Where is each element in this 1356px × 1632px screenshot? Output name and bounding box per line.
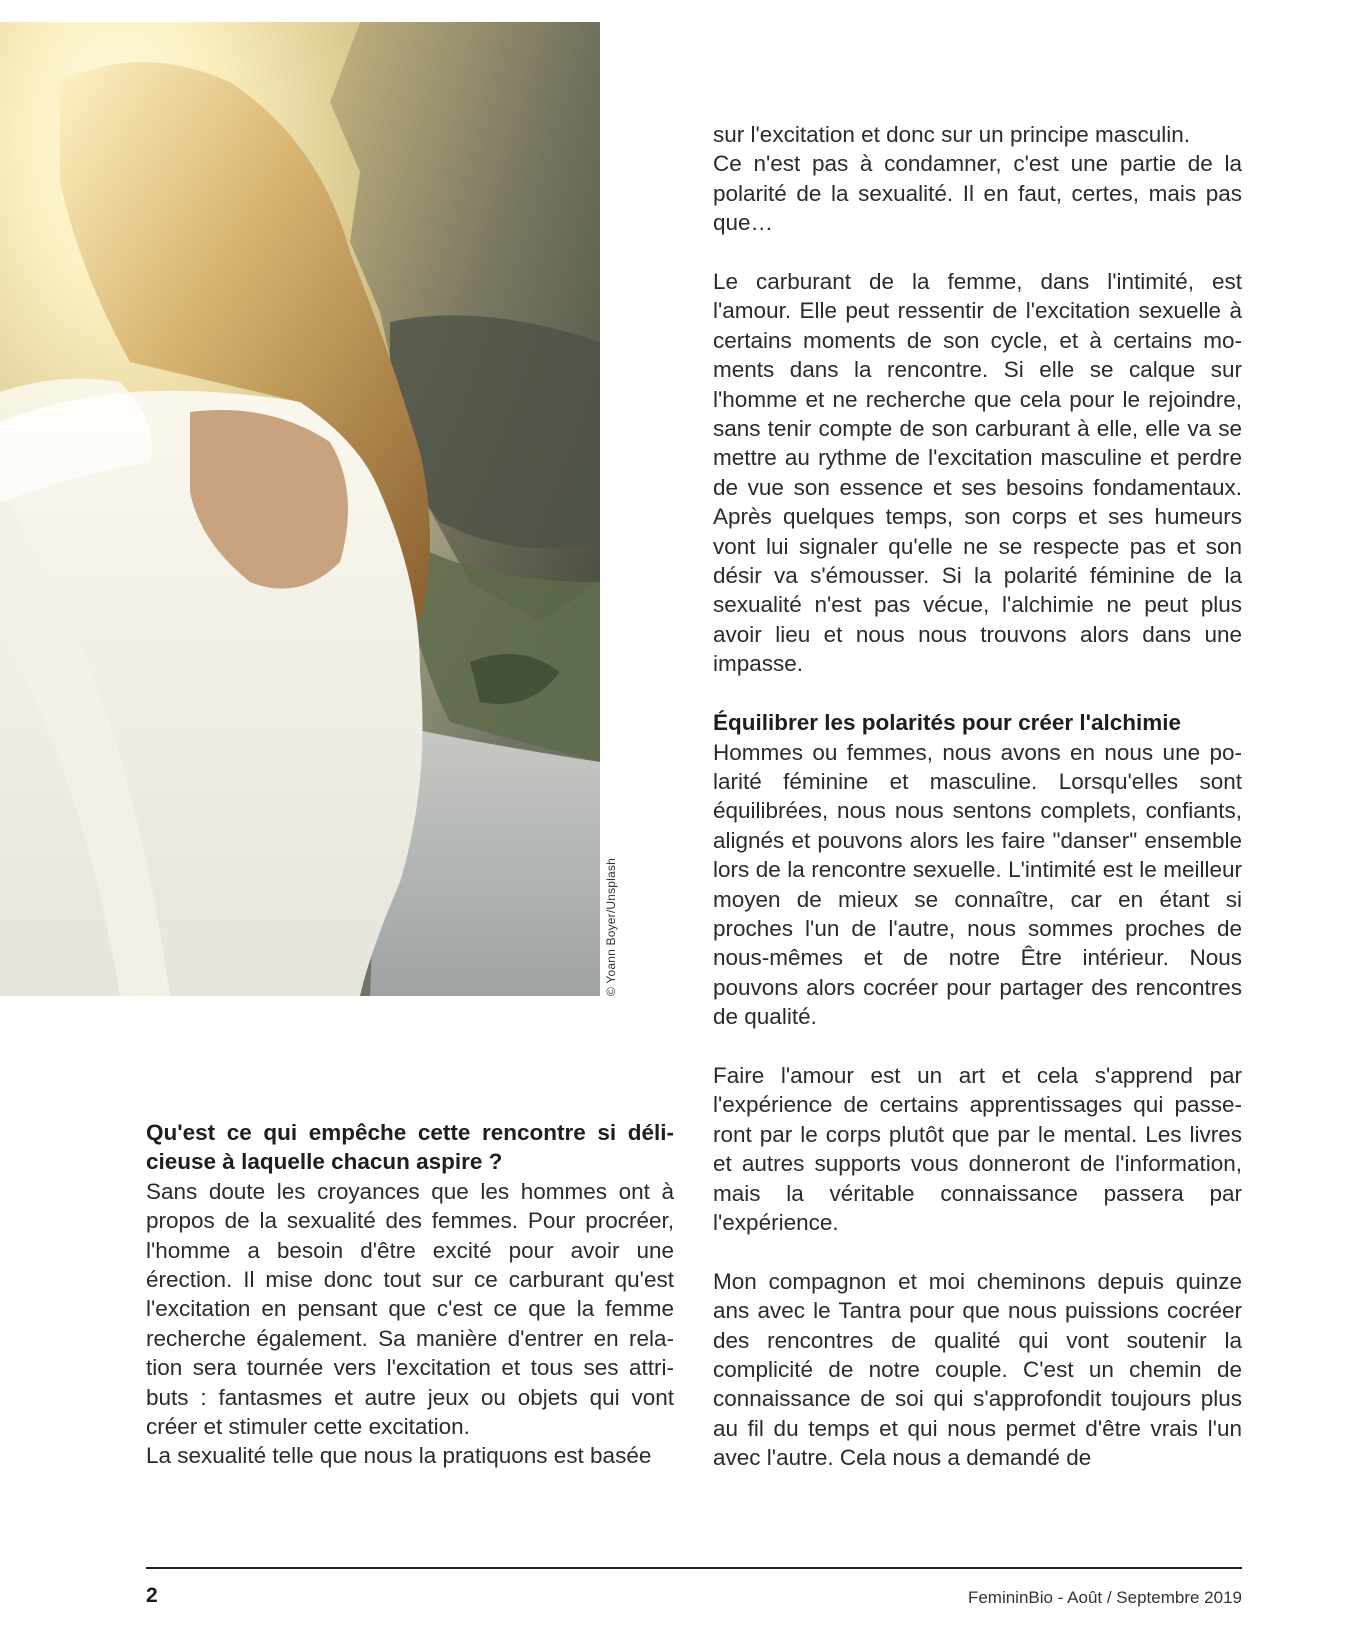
right-column bbox=[713, 120, 1242, 1473]
right-heading: Équilibrer les polarités pour créer l'alchimie bbox=[713, 710, 1182, 736]
right-paragraph-1b: Ce n'est pas à condamner, c'est une partie de la polarité de la sexualité. Il en faut, certes, mais pas que… bbox=[713, 151, 1242, 236]
left-paragraph-1: Sans doute les croyances que les hommes ont à propos de la sexualité des femmes. Pour procréer, l'homme a besoin d'être excité pour avoir une érection. Il mise donc tout sur ce carburant qu'est l'excitation en pensant que c'est ce que la femme recherche également. Sa manière d'entrer en relation sera tournée vers l'excitation et tous ses attributs : fantasmes et autre jeux ou objets qui vont créer et stimuler cette excitation. bbox=[146, 1178, 674, 1440]
issue-label: FemininBio - Août / Septembre 2019 bbox=[967, 1588, 1242, 1607]
right-paragraph-1a: sur l'excitation et donc sur un principe masculin. bbox=[713, 122, 1191, 147]
footer-rule bbox=[146, 1567, 1242, 1569]
right-paragraph-3: Hommes ou femmes, nous avons en nous une polarité féminine et masculine. Lorsqu'elles sont équilibrées, nous nous sentons complets, confiants, alignés et pouvons alors les faire "danser" ensemble lors de la rencontre sexuelle. L'intimité est le meilleur moyen de mieux se connaître, car en étant si proches l'un de l'autre, nous sommes proches de nous-mêmes et de notre Être intérieur. Nous pouvons alors cocréer pour partager des rencontres de qualité. bbox=[713, 739, 1242, 1030]
page-number: 2 bbox=[146, 1584, 158, 1607]
right-paragraph-4: Faire l'amour est un art et cela s'apprend par l'expérience de certains apprentissages qui passeront par le corps plutôt que par le mental. Les livres et autres supports vous donneront de l'information, mais la véritable connaissance passera par l'expérience. bbox=[713, 1062, 1242, 1235]
right-paragraph-5: Mon compagnon et moi cheminons depuis quinze ans avec le Tantra pour que nous puissions cocréer des rencontres de qualité qui vont soutenir la complicité de notre couple. C'est un chemin de connaissance de soi qui s'approfondit toujours plus au fil du temps et qui nous permet d'être vrais l'un avec l'autre. Cela nous a demandé de bbox=[713, 1268, 1242, 1471]
article-photo bbox=[0, 22, 600, 996]
left-heading: Qu'est ce qui empêche cette rencontre si délicieuse à laquelle chacun aspire ? bbox=[146, 1120, 674, 1175]
paragraph-spacer bbox=[713, 1237, 1242, 1266]
photo-woman-back-sunlight-icon bbox=[0, 22, 600, 996]
left-column bbox=[146, 1118, 674, 1471]
photo-credit: © Yoann Boyer/Unsplash bbox=[604, 858, 618, 996]
right-paragraph-2: Le carburant de la femme, dans l'intimité, est l'amour. Elle peut ressentir de l'excitation sexuelle à certains moments de son cycle, et à certains moments dans la rencontre. Si elle se calque sur l'homme et ne recherche que cela pour le rejoindre, sans tenir compte de son carburant à elle, elle va se mettre au rythme de l'excitation masculine et perdre de vue son essence et ses besoins fondamentaux. Après quelques temps, son corps et ses humeurs vont lui signaler qu'elle ne se respecte pas et son désir va s'émousser. Si la polarité féminine de la sexualité n'est pas vécue, l'alchimie ne peut plus avoir lieu et nous nous trouvons alors dans une impasse. bbox=[713, 269, 1242, 677]
left-paragraph-2: La sexualité telle que nous la pratiquons est basée bbox=[146, 1443, 652, 1469]
paragraph-spacer bbox=[713, 679, 1242, 708]
paragraph-spacer bbox=[713, 1032, 1242, 1061]
paragraph-spacer bbox=[713, 238, 1242, 267]
